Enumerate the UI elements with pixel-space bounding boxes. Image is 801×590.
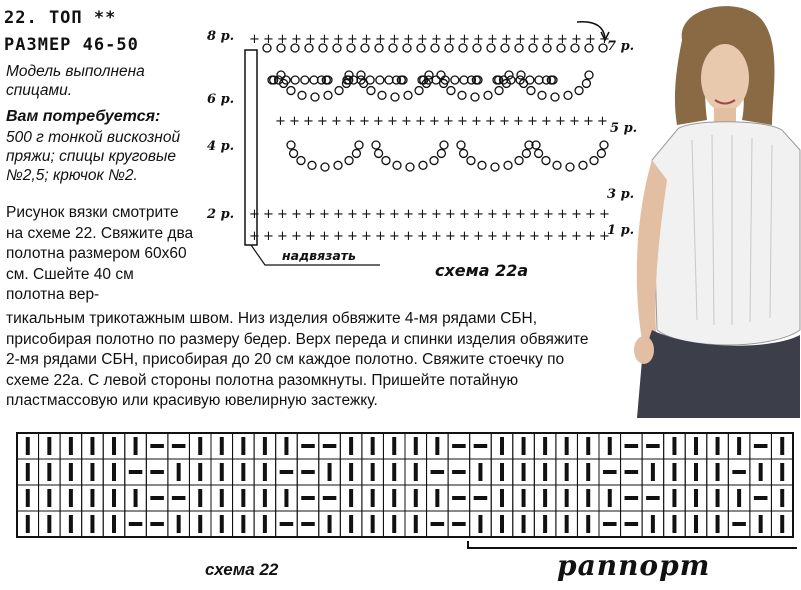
svg-text:+: + xyxy=(445,207,456,222)
svg-text:+: + xyxy=(403,229,414,244)
svg-text:+: + xyxy=(403,207,414,222)
row-label: 4 р. xyxy=(207,139,235,154)
svg-text:+: + xyxy=(347,32,358,47)
svg-text:+: + xyxy=(515,207,526,222)
svg-text:+: + xyxy=(347,207,358,222)
row-label: 8 р. xyxy=(207,29,235,44)
svg-text:+: + xyxy=(289,114,300,129)
svg-text:+: + xyxy=(275,114,286,129)
svg-text:+: + xyxy=(319,207,330,222)
svg-text:+: + xyxy=(417,229,428,244)
model-photo xyxy=(622,0,801,418)
row-label: 2 р. xyxy=(207,207,235,222)
instructions-text-wide: тикальным трикотажным швом. Низ изделия обвяжите 4-мя рядами СБН, присобирая полотно по размеру бедер. Верх переда и спинки изделия обвяжите 2-мя рядами СБН, присобирая до 20 см каждое полотно. Свяжите стоечку по схеме 22а. С левой стороны полотна разомкнуты. Пришейте потайную пластмассовую или красивую ювелирную застежку. xyxy=(6,310,589,409)
row-label: 6 р. xyxy=(207,92,235,107)
svg-text:+: + xyxy=(373,114,384,129)
svg-text:+: + xyxy=(305,229,316,244)
svg-text:+: + xyxy=(249,229,260,244)
svg-text:+: + xyxy=(501,229,512,244)
svg-text:+: + xyxy=(585,229,596,244)
knitting-chart-22 xyxy=(16,432,796,540)
svg-text:+: + xyxy=(529,207,540,222)
svg-text:+: + xyxy=(557,207,568,222)
svg-text:+: + xyxy=(305,32,316,47)
svg-text:+: + xyxy=(599,32,610,47)
svg-text:+: + xyxy=(317,114,328,129)
svg-text:+: + xyxy=(459,229,470,244)
row-labels-left xyxy=(206,29,234,222)
svg-text:+: + xyxy=(571,229,582,244)
svg-text:+: + xyxy=(333,229,344,244)
svg-text:+: + xyxy=(331,114,342,129)
svg-text:+: + xyxy=(443,114,454,129)
svg-text:+: + xyxy=(389,32,400,47)
svg-text:+: + xyxy=(333,207,344,222)
tie-label: надвязать xyxy=(282,248,356,263)
svg-text:+: + xyxy=(585,32,596,47)
svg-text:+: + xyxy=(375,207,386,222)
svg-text:+: + xyxy=(375,229,386,244)
svg-text:+: + xyxy=(515,229,526,244)
model-description: Модель выполнена спицами. xyxy=(6,63,145,99)
svg-text:+: + xyxy=(277,229,288,244)
svg-text:+: + xyxy=(529,229,540,244)
svg-text:+: + xyxy=(445,32,456,47)
svg-text:+: + xyxy=(263,229,274,244)
svg-text:+: + xyxy=(459,32,470,47)
svg-text:+: + xyxy=(277,207,288,222)
svg-text:+: + xyxy=(473,229,484,244)
svg-text:+: + xyxy=(569,114,580,129)
svg-text:+: + xyxy=(417,32,428,47)
materials-heading: Вам потребуется: xyxy=(6,108,161,125)
svg-text:+: + xyxy=(403,32,414,47)
svg-text:+: + xyxy=(555,114,566,129)
svg-text:+: + xyxy=(487,32,498,47)
svg-text:+: + xyxy=(361,229,372,244)
svg-text:+: + xyxy=(431,207,442,222)
svg-text:+: + xyxy=(319,32,330,47)
svg-text:+: + xyxy=(305,207,316,222)
stitch-rows xyxy=(249,32,610,244)
svg-text:+: + xyxy=(431,229,442,244)
diagram-22a-caption: схема 22а xyxy=(435,261,529,280)
svg-text:+: + xyxy=(529,32,540,47)
svg-text:+: + xyxy=(375,32,386,47)
svg-text:+: + xyxy=(387,114,398,129)
crochet-diagram-22a xyxy=(205,20,638,280)
row-label: 3 р. xyxy=(607,187,635,202)
row-label: 7 р. xyxy=(607,39,635,54)
svg-text:+: + xyxy=(541,114,552,129)
svg-text:+: + xyxy=(401,114,412,129)
svg-text:+: + xyxy=(263,32,274,47)
svg-text:+: + xyxy=(527,114,538,129)
svg-text:+: + xyxy=(597,114,608,129)
svg-text:+: + xyxy=(485,114,496,129)
row-label: 5 р. xyxy=(610,121,638,136)
svg-text:+: + xyxy=(361,207,372,222)
svg-text:+: + xyxy=(429,114,440,129)
svg-text:+: + xyxy=(333,32,344,47)
svg-text:+: + xyxy=(319,229,330,244)
svg-text:+: + xyxy=(473,32,484,47)
svg-text:+: + xyxy=(473,207,484,222)
svg-text:+: + xyxy=(249,32,260,47)
svg-text:+: + xyxy=(515,32,526,47)
svg-text:+: + xyxy=(501,207,512,222)
svg-text:+: + xyxy=(303,114,314,129)
svg-text:+: + xyxy=(557,229,568,244)
svg-text:+: + xyxy=(347,229,358,244)
svg-text:+: + xyxy=(583,114,594,129)
svg-text:+: + xyxy=(291,32,302,47)
svg-text:+: + xyxy=(263,207,274,222)
svg-text:+: + xyxy=(417,207,428,222)
materials-text: 500 г тонкой вискозной пряжи; спицы круговые №2,5; крючок №2. xyxy=(6,129,181,184)
svg-text:+: + xyxy=(543,229,554,244)
svg-text:+: + xyxy=(543,32,554,47)
svg-text:+: + xyxy=(599,207,610,222)
svg-text:+: + xyxy=(585,207,596,222)
svg-text:+: + xyxy=(445,229,456,244)
svg-text:+: + xyxy=(501,32,512,47)
svg-text:+: + xyxy=(361,32,372,47)
svg-text:+: + xyxy=(359,114,370,129)
row-label: 1 р. xyxy=(607,223,635,238)
svg-text:+: + xyxy=(571,32,582,47)
svg-text:+: + xyxy=(513,114,524,129)
svg-text:+: + xyxy=(431,32,442,47)
svg-text:+: + xyxy=(543,207,554,222)
svg-text:+: + xyxy=(389,207,400,222)
instructions-text-column: Рисунок вязки смотрите на схеме 22. Свяжите два полотна размером 60х60 см. Сшейте 40 см полотна вер- xyxy=(6,204,194,303)
svg-text:+: + xyxy=(487,207,498,222)
repeat-label: раппорт xyxy=(557,549,711,582)
svg-text:+: + xyxy=(499,114,510,129)
svg-text:+: + xyxy=(599,229,610,244)
svg-text:+: + xyxy=(457,114,468,129)
svg-text:+: + xyxy=(389,229,400,244)
article-title: 22. ТОП ** xyxy=(4,8,117,28)
svg-text:+: + xyxy=(459,207,470,222)
svg-text:+: + xyxy=(249,207,260,222)
svg-text:+: + xyxy=(487,229,498,244)
svg-text:+: + xyxy=(557,32,568,47)
svg-text:+: + xyxy=(277,32,288,47)
svg-text:+: + xyxy=(291,207,302,222)
size-heading: РАЗМЕР 46-50 xyxy=(4,35,139,55)
svg-text:+: + xyxy=(291,229,302,244)
diagram-22-caption: схема 22 xyxy=(205,560,279,579)
svg-text:+: + xyxy=(415,114,426,129)
svg-text:+: + xyxy=(471,114,482,129)
svg-text:+: + xyxy=(571,207,582,222)
svg-text:+: + xyxy=(345,114,356,129)
